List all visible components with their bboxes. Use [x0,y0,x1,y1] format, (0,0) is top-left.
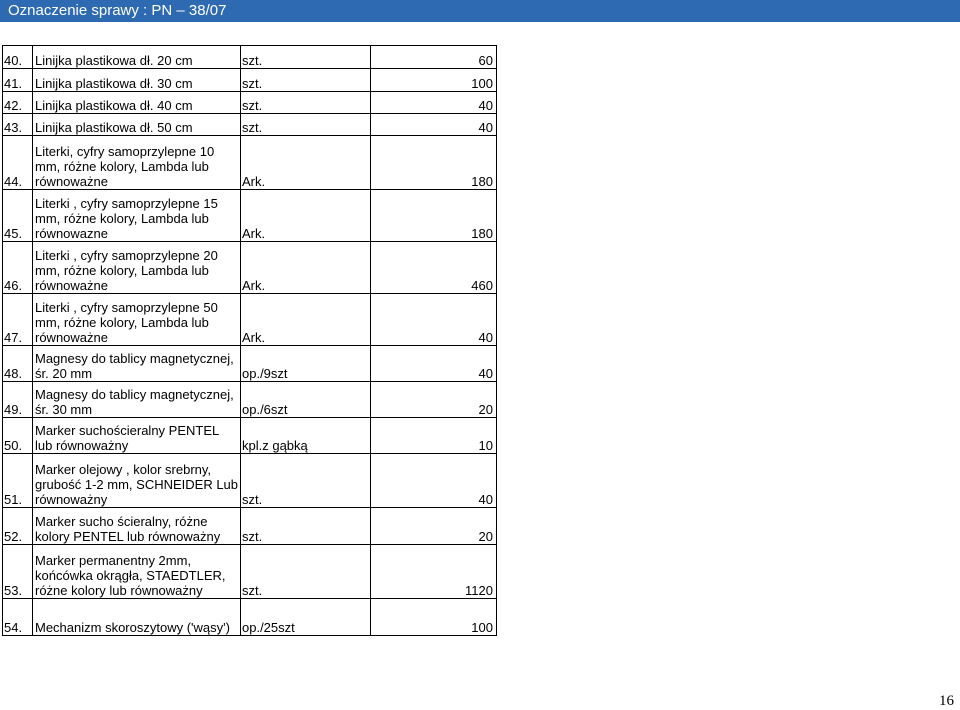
item-quantity: 100 [371,69,497,92]
item-unit: szt. [241,454,371,508]
item-unit: op./25szt [241,599,371,636]
item-quantity: 40 [371,454,497,508]
item-number: 43. [3,114,33,136]
item-quantity: 10 [371,418,497,454]
item-number: 45. [3,190,33,242]
table-row [3,92,497,114]
table-row [3,382,497,418]
table-row [3,418,497,454]
item-unit: szt. [241,508,371,545]
table-row [3,69,497,92]
item-quantity: 20 [371,382,497,418]
item-unit: szt. [241,545,371,599]
table-row [3,46,497,69]
item-name: Linijka plastikowa dł. 20 cm [33,46,241,69]
item-name: Literki , cyfry samoprzylepne 20 mm, różne kolory, Lambda lub równoważne [33,242,241,294]
item-quantity: 1120 [371,545,497,599]
table-row [3,190,497,242]
item-unit: kpl.z gąbką [241,418,371,454]
item-number: 46. [3,242,33,294]
table-row [3,599,497,636]
item-unit: Ark. [241,136,371,190]
item-quantity: 40 [371,294,497,346]
item-number: 52. [3,508,33,545]
item-name: Literki , cyfry samoprzylepne 15 mm, różne kolory, Lambda lub równowazne [33,190,241,242]
page-number: 16 [939,693,954,709]
item-number: 51. [3,454,33,508]
item-number: 47. [3,294,33,346]
table-row [3,242,497,294]
item-unit: Ark. [241,242,371,294]
item-quantity: 40 [371,346,497,382]
item-number: 41. [3,69,33,92]
item-quantity: 20 [371,508,497,545]
case-reference-title: Oznaczenie sprawy : PN – 38/07 [8,2,227,19]
item-number: 44. [3,136,33,190]
item-number: 53. [3,545,33,599]
item-name: Marker sucho ścieralny, różne kolory PENTEL lub równoważny [33,508,241,545]
table-row [3,346,497,382]
item-unit: szt. [241,114,371,136]
item-name: Linijka plastikowa dł. 40 cm [33,92,241,114]
header-bar [0,0,960,22]
item-name: Literki, cyfry samoprzylepne 10 mm, różne kolory, Lambda lub równoważne [33,136,241,190]
item-unit: szt. [241,69,371,92]
item-quantity: 100 [371,599,497,636]
item-name: Linijka plastikowa dł. 30 cm [33,69,241,92]
item-unit: op./6szt [241,382,371,418]
table-row [3,545,497,599]
item-quantity: 60 [371,46,497,69]
item-name: Magnesy do tablicy magnetycznej, śr. 20 mm [33,346,241,382]
item-number: 42. [3,92,33,114]
items-table [2,45,497,636]
item-quantity: 460 [371,242,497,294]
item-unit: Ark. [241,190,371,242]
item-name: Marker olejowy , kolor srebrny, grubość 1-2 mm, SCHNEIDER Lub równoważny [33,454,241,508]
item-number: 54. [3,599,33,636]
item-unit: szt. [241,46,371,69]
item-quantity: 180 [371,190,497,242]
table-row [3,136,497,190]
table-row [3,294,497,346]
item-name: Linijka plastikowa dł. 50 cm [33,114,241,136]
table-row [3,454,497,508]
item-unit: op./9szt [241,346,371,382]
item-unit: szt. [241,92,371,114]
item-name: Literki , cyfry samoprzylepne 50 mm, różne kolory, Lambda lub równoważne [33,294,241,346]
item-name: Mechanizm skoroszytowy ('wąsy') [33,599,241,636]
table-row [3,508,497,545]
item-name: Marker suchościeralny PENTEL lub równoważny [33,418,241,454]
table-row [3,114,497,136]
item-number: 50. [3,418,33,454]
item-number: 40. [3,46,33,69]
item-name: Marker permanentny 2mm, końcówka okrągła, STAEDTLER, różne kolory lub równoważny [33,545,241,599]
item-quantity: 40 [371,92,497,114]
item-number: 48. [3,346,33,382]
item-name: Magnesy do tablicy magnetycznej, śr. 30 mm [33,382,241,418]
item-quantity: 180 [371,136,497,190]
item-unit: Ark. [241,294,371,346]
item-number: 49. [3,382,33,418]
item-quantity: 40 [371,114,497,136]
